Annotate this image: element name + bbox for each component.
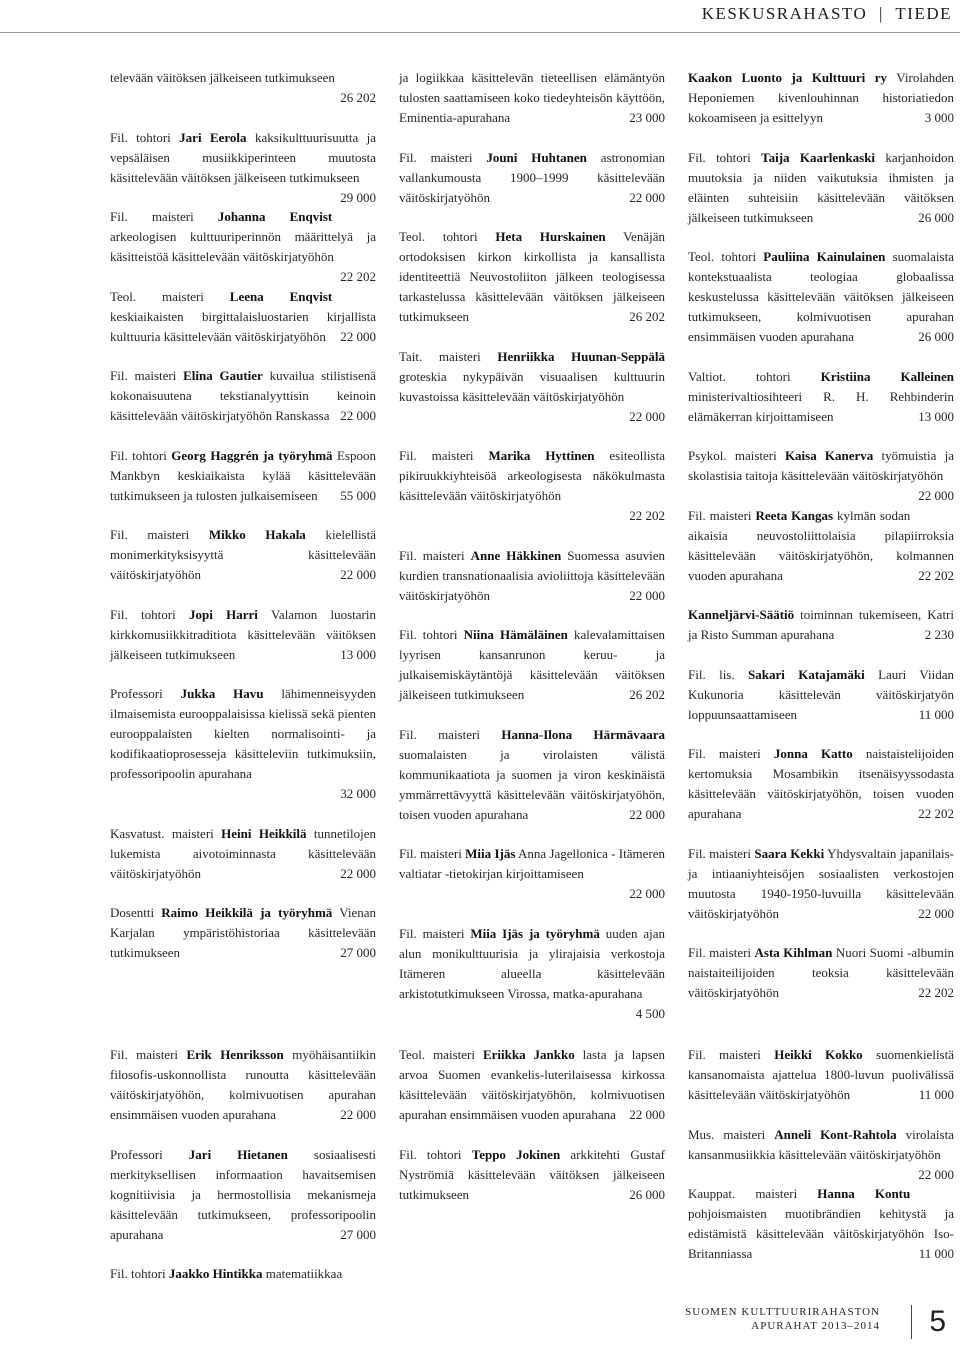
recipient-name: Heini Heikkilä bbox=[221, 825, 307, 841]
grant-column-1-lower bbox=[110, 1045, 376, 1304]
section-separator: | bbox=[879, 4, 884, 23]
grant-description: työmuistia ja skolastisia taitoja käsittelevään väitöskirjatyöhön bbox=[688, 448, 954, 483]
recipient-title: Fil. tohtori bbox=[399, 627, 464, 642]
grant-entry bbox=[688, 148, 954, 228]
recipient-title: Fil. maisteri bbox=[399, 547, 471, 563]
recipient-title: Fil. tohtori bbox=[110, 129, 180, 145]
recipient-title: Fil. maisteri bbox=[688, 746, 774, 761]
grant-column-2-lower bbox=[399, 1045, 665, 1224]
grant-amount: 29 000 bbox=[340, 189, 376, 205]
grant-entry bbox=[688, 68, 954, 128]
grant-amount: 22 000 bbox=[340, 328, 376, 344]
grant-entry bbox=[399, 68, 665, 128]
recipient-name: Niina Hämäläinen bbox=[463, 627, 568, 642]
grant-amount: 22 000 bbox=[918, 1166, 954, 1182]
recipient-name: Kaakon Luonto ja Kulttuuri ry bbox=[688, 70, 888, 85]
recipient-name: Heta Hurskainen bbox=[495, 229, 606, 244]
grant-entry bbox=[110, 446, 376, 506]
grant-entry bbox=[688, 367, 954, 427]
grant-amount: 22 202 bbox=[629, 508, 665, 523]
grant-amount: 11 000 bbox=[918, 706, 954, 722]
grant-amount: 55 000 bbox=[340, 487, 376, 503]
grant-entry bbox=[399, 844, 665, 904]
grant-entry bbox=[399, 924, 665, 1024]
recipient-name: Kaisa Kanerva bbox=[784, 448, 874, 463]
footer-period: APURAHAT 2013–2014 bbox=[751, 1320, 880, 1332]
grant-description: Virolahden Heponiemen kivenlouhinnan historiatiedon kokoamiseen ja esittelyyn bbox=[688, 70, 954, 125]
grant-entry bbox=[688, 1045, 954, 1105]
recipient-name: Marika Hyttinen bbox=[488, 448, 595, 463]
grant-amount: 22 000 bbox=[629, 587, 665, 603]
recipient-title: Fil. lis. bbox=[688, 666, 749, 682]
recipient-name: Jouni Huhtanen bbox=[486, 149, 587, 165]
recipient-name: Raimo Heikkilä ja työryhmä bbox=[161, 905, 333, 920]
grant-description: suomenkielistä kansanomaista ajattelua 1800-luvun puolivälissä käsittelevään väitöskirjatyöhön bbox=[688, 1047, 954, 1102]
page-footer bbox=[685, 1305, 880, 1333]
grant-amount: 22 202 bbox=[918, 567, 954, 583]
grant-amount: 11 000 bbox=[918, 1087, 954, 1102]
recipient-title: Fil. maisteri bbox=[110, 1047, 187, 1062]
grant-amount: 22 000 bbox=[340, 1107, 376, 1122]
recipient-name: Eriikka Jankko bbox=[482, 1047, 575, 1062]
grant-entry bbox=[110, 1145, 376, 1245]
recipient-name: Anne Häkkinen bbox=[470, 547, 562, 563]
recipient-name: Jonna Katto bbox=[773, 746, 853, 761]
recipient-name: Pauliina Kainulainen bbox=[763, 249, 886, 264]
grant-entry bbox=[110, 366, 376, 426]
recipient-title: Tait. maisteri bbox=[399, 348, 498, 364]
recipient-name: Sakari Katajamäki bbox=[748, 666, 865, 682]
grant-description: Venäjän ortodoksisen kirkon kirkollista ja kansallista identiteettiä Neuvostoliiton jälkeen teologisessa tarkastelussa käsittelevään väitöksen jälkeiseen tutkimukseen bbox=[399, 229, 665, 324]
recipient-name: Teppo Jokinen bbox=[471, 1146, 561, 1162]
grant-amount: 4 500 bbox=[635, 1005, 665, 1021]
grant-entry bbox=[399, 1045, 665, 1125]
grant-amount: 2 230 bbox=[924, 627, 954, 642]
grant-description: keskiaikaisten birgittalaisluostarien kirjallista kulttuuria käsittelevään väitöskirjatyöhön bbox=[110, 308, 376, 344]
grant-entry bbox=[399, 1145, 665, 1205]
recipient-title: Mus. maisteri bbox=[688, 1126, 775, 1142]
grant-entry bbox=[688, 446, 954, 503]
grant-amount: 22 000 bbox=[629, 408, 665, 424]
grant-amount: 32 000 bbox=[340, 786, 376, 801]
grant-entry bbox=[110, 68, 376, 108]
grant-amount: 27 000 bbox=[340, 945, 376, 960]
grant-entry bbox=[110, 128, 376, 205]
grant-amount: 22 202 bbox=[340, 269, 376, 284]
grant-entry bbox=[688, 943, 954, 1003]
recipient-title: Kasvatust. maisteri bbox=[110, 825, 222, 841]
grant-entry bbox=[688, 605, 954, 645]
recipient-title: Fil. maisteri bbox=[688, 845, 755, 861]
grant-description: groteskia nykypäivän visuaalisen kulttuurin kuvastoissa käsittelevään väitöskirjatyöhön bbox=[399, 368, 665, 404]
recipient-title: Fil. maisteri bbox=[399, 925, 471, 941]
grant-description: kalevalamittaisen lyyrisen kansanrunon keruu- ja julkaisemiskäytäntöjä käsittelevään väitöksen jälkeiseen tutkimukseen bbox=[399, 627, 665, 702]
grant-description: suomalaista kontekstuaalista teologiaa globaalissa keskustelussa käsittelevään väitöksen jälkeiseen tutkimukseen, kolmivuotisen apurahan ensimmäisen vuoden apurahana bbox=[688, 249, 954, 344]
recipient-name: Miia Ijäs ja työryhmä bbox=[470, 925, 600, 941]
recipient-title: Professori bbox=[110, 1146, 189, 1162]
recipient-name: Kristiina Kalleinen bbox=[820, 368, 954, 384]
recipient-title: Fil. tohtori bbox=[110, 1266, 169, 1281]
recipient-name: Erik Henriksson bbox=[186, 1047, 284, 1062]
grant-description: kylmän sodan aikaisia neuvostoliittolaisia pilapiirroksia käsittelevään väitöskirjatyöhön, kolmannen vuoden apurahana bbox=[688, 507, 954, 583]
recipient-name: Jari Hietanen bbox=[188, 1146, 288, 1162]
recipient-title: Teol. tohtori bbox=[688, 249, 764, 264]
grant-description: Anna Jagellonica - Itämeren valtiatar -tietokirjan kirjoittamiseen bbox=[399, 846, 665, 881]
grant-description: lähimenneisyyden ilmaisemista eurooppalaisissa kielissä sekä pienten eurooppalaisten kielten normalisointi- ja kodifikaatioprosesseja käsitteleviin tutkimuksiin, professoripoolin apurahana bbox=[110, 686, 376, 781]
header-divider bbox=[0, 32, 960, 33]
grant-amount: 22 202 bbox=[918, 806, 954, 821]
footer-publication: SUOMEN KULTTUURIRAHASTON bbox=[685, 1306, 880, 1318]
recipient-title: Fil. tohtori bbox=[110, 447, 172, 463]
grant-description: arkkitehti Gustaf Nyströmiä käsittelevään väitöksen jälkeiseen tutkimukseen bbox=[399, 1146, 665, 1202]
grant-amount: 26 000 bbox=[629, 1186, 665, 1202]
recipient-title: Fil. maisteri bbox=[688, 945, 755, 960]
grant-entry bbox=[688, 1184, 954, 1264]
grant-amount: 22 000 bbox=[629, 189, 665, 205]
grant-entry bbox=[110, 1264, 376, 1284]
recipient-title: Fil. maisteri bbox=[399, 149, 487, 165]
grant-entry bbox=[110, 207, 376, 284]
recipient-name: Hanna-Ilona Härmävaara bbox=[501, 726, 665, 742]
grant-entry bbox=[110, 525, 376, 585]
page-header bbox=[0, 0, 960, 30]
recipient-name: Johanna Enqvist bbox=[217, 209, 333, 224]
grant-description: sosiaalisesti merkityksellisen informaation havaitsemisen kognitiivisia ja hermostollisia mekanismeja käsittelevään tutkimukseen, professoripoolin apurahana bbox=[110, 1146, 376, 1242]
recipient-name: Elina Gautier bbox=[183, 368, 263, 383]
recipient-title: Fil. maisteri bbox=[399, 448, 489, 463]
grant-amount: 22 000 bbox=[918, 905, 954, 921]
grant-description: suomalaisten ja virolaisten välistä kommunikaatiota ja suomen ja viron keskinäistä ymmärrettävyyttä käsittelevään väitöskirjatyöhön, toisen vuoden apurahana bbox=[399, 746, 665, 822]
grant-description: televään väitöksen jälkeiseen tutkimukseen bbox=[110, 70, 335, 85]
grant-amount: 23 000 bbox=[629, 110, 665, 125]
grant-amount: 22 000 bbox=[629, 886, 665, 901]
grant-entry bbox=[399, 625, 665, 705]
grant-amount: 26 202 bbox=[629, 309, 665, 324]
grant-description: ministerivaltiosihteeri R. H. Rehbinderin elämäkerran kirjoittamiseen bbox=[688, 388, 954, 424]
recipient-name: Miia Ijäs bbox=[465, 846, 516, 861]
grant-entry bbox=[110, 605, 376, 665]
recipient-title: Professori bbox=[110, 686, 181, 701]
grant-amount: 11 000 bbox=[918, 1246, 954, 1261]
recipient-title: Fil. tohtori bbox=[688, 149, 762, 165]
grant-description: Espoon Mankbyn keskiaikaista kylää käsittelevään tutkimukseen ja tulosten julkaisemiseen bbox=[110, 447, 376, 503]
recipient-title: Fil. maisteri bbox=[399, 846, 466, 861]
footer-divider bbox=[911, 1305, 912, 1339]
subsection-name: TIEDE bbox=[895, 4, 952, 23]
grant-entry bbox=[688, 665, 954, 725]
grant-entry bbox=[110, 684, 376, 804]
recipient-name: Jari Eerola bbox=[179, 129, 247, 145]
grant-entry bbox=[688, 744, 954, 824]
grant-description: ja logiikkaa käsittelevän tieteellisen elämäntyön tulosten saattamiseen koko tiedeyhteisön käyttöön, Eminentia-apurahana bbox=[399, 70, 665, 125]
recipient-title: Fil. maisteri bbox=[688, 1047, 775, 1062]
grant-description: tunnetilojen lukemista aivotoiminnasta käsittelevään väitöskirjatyöhön bbox=[110, 825, 376, 881]
grant-description: kuvailua stilistisenä kokonaisuutena tekstianalyyttisin keinoin käsittelevään väitöskirjatyöhön Ranskassa bbox=[110, 368, 376, 423]
grant-amount: 3 000 bbox=[924, 110, 954, 125]
recipient-name: Saara Kekki bbox=[754, 845, 825, 861]
grant-description: matematiikkaa bbox=[262, 1266, 343, 1281]
grant-description: naistaistelijoiden kertomuksia Mosambikin itsenäisyyssodasta käsittelevään väitöskirjatyöhön, toisen vuoden apurahana bbox=[688, 746, 954, 821]
grant-entry bbox=[688, 844, 954, 924]
recipient-name: Reeta Kangas bbox=[755, 507, 834, 523]
grant-entry bbox=[688, 506, 954, 586]
recipient-name: Taija Kaarlenkaski bbox=[761, 149, 876, 165]
grant-entry bbox=[110, 1045, 376, 1125]
grant-description: uuden ajan alun monikulttuurisia ja ylirajaisia verkostoja Itämeren alueella käsittelevään arkistotutkimukseen Virossa, matka-apurahana bbox=[399, 925, 665, 1001]
recipient-name: Jaakko Hintikka bbox=[168, 1266, 263, 1281]
grant-amount: 22 000 bbox=[918, 488, 954, 503]
recipient-title: Dosentti bbox=[110, 905, 162, 920]
grant-amount: 22 000 bbox=[629, 806, 665, 822]
grant-description: virolaista kansanmusiikkia käsittelevään väitöskirjatyöhön bbox=[688, 1126, 954, 1162]
grant-amount: 27 000 bbox=[340, 1226, 376, 1242]
grant-description: pohjoismaisten muotibrändien kehitystä ja edistämistä käsittelevään väitöskirjatyöhön Iso-Britanniassa bbox=[688, 1206, 954, 1261]
grant-amount: 26 000 bbox=[918, 329, 954, 344]
grant-entry bbox=[399, 148, 665, 208]
recipient-name: Leena Enqvist bbox=[229, 288, 333, 304]
grant-description: toiminnan tukemiseen, Katri ja Risto Summan apurahana bbox=[688, 607, 954, 642]
recipient-title: Fil. tohtori bbox=[110, 606, 189, 622]
grant-amount: 22 202 bbox=[918, 985, 954, 1000]
grant-description: arkeologisen kulttuuriperinnön määrittelyä ja käsitteistöä käsittelevään väitöskirjatyöhön bbox=[110, 229, 376, 264]
recipient-name: Mikko Hakala bbox=[208, 527, 306, 542]
grant-entry bbox=[399, 446, 665, 526]
grant-column-1 bbox=[110, 68, 376, 983]
recipient-name: Heikki Kokko bbox=[774, 1047, 863, 1062]
grant-entry bbox=[399, 347, 665, 427]
grant-description: kielellistä monimerkityksisyyttä käsittelevään väitöskirjatyöhön bbox=[110, 527, 376, 582]
recipient-name: Jopi Harri bbox=[188, 606, 258, 622]
grant-entry bbox=[110, 824, 376, 884]
grant-description: astronomian vallankumousta 1900–1999 käsittelevään väitöskirjatyöhön bbox=[399, 149, 665, 205]
recipient-name: Anneli Kont-Rahtola bbox=[774, 1126, 897, 1142]
recipient-title: Teol. tohtori bbox=[399, 229, 496, 244]
grant-entry bbox=[688, 1125, 954, 1182]
recipient-name: Asta Kihlman bbox=[754, 945, 833, 960]
grant-amount: 13 000 bbox=[340, 646, 376, 662]
recipient-name: Jukka Havu bbox=[180, 686, 264, 701]
grant-entry bbox=[688, 247, 954, 347]
recipient-name: Henriikka Huunan-Seppälä bbox=[497, 348, 666, 364]
grant-entry bbox=[110, 903, 376, 963]
recipient-title: Psykol. maisteri bbox=[688, 448, 785, 463]
recipient-name: Hanna Kontu bbox=[817, 1186, 911, 1201]
grant-column-2 bbox=[399, 68, 665, 1043]
grant-amount: 26 202 bbox=[629, 687, 665, 702]
grant-amount: 13 000 bbox=[918, 408, 954, 424]
grant-description: karjanhoidon muutoksia ja niiden vaikutuksia ihmisten ja eläinten suhteisiin käsittelevään väitöksen jälkeiseen tutkimukseen bbox=[688, 149, 955, 225]
recipient-title: Fil. maisteri bbox=[399, 726, 502, 742]
recipient-title: Fil. maisteri bbox=[688, 507, 756, 523]
grant-amount: 22 000 bbox=[340, 567, 376, 582]
grant-description: Vienan Karjalan ympäristöhistoriaa käsittelevään tutkimukseen bbox=[110, 905, 376, 960]
recipient-name: Georg Haggrén ja työryhmä bbox=[171, 447, 333, 463]
section-heading bbox=[702, 4, 952, 24]
grant-entry bbox=[399, 725, 665, 825]
recipient-title: Teol. maisteri bbox=[110, 288, 230, 304]
grant-description: kaksikulttuurisuutta ja vepsäläisen musiikkiperinteen muutosta käsittelevään väitöksen jälkeiseen tutkimukseen bbox=[110, 129, 376, 185]
grant-description: Suomessa asuvien kurdien transnationaalisia avioliittoja käsittelevään väitöskirjatyöhön bbox=[399, 547, 665, 603]
recipient-name: Kanneljärvi-Säätiö bbox=[688, 607, 795, 622]
grant-amount: 22 000 bbox=[340, 408, 376, 423]
grant-description: Valamon luostarin kirkkomusiikkitraditiota käsittelevään väitöksen jälkeiseen tutkimukseen bbox=[110, 606, 376, 662]
grant-entry bbox=[399, 227, 665, 327]
grant-description: esiteollista pikiruukkiyhteisöä arkeologisesta näkökulmasta käsittelevään väitöskirjatyöhön bbox=[399, 448, 665, 503]
recipient-title: Fil. maisteri bbox=[110, 209, 218, 224]
grant-description: myöhäisantiikin filosofis-uskonnollista runoutta käsittelevään väitöskirjatyöhön, kolmivuotisen apurahan ensimmäisen vuoden apurahana bbox=[110, 1047, 376, 1122]
grant-amount: 26 000 bbox=[918, 209, 954, 225]
grant-column-3 bbox=[688, 68, 954, 1023]
recipient-title: Kauppat. maisteri bbox=[688, 1186, 818, 1201]
grant-amount: 22 000 bbox=[340, 865, 376, 881]
grant-entry bbox=[399, 546, 665, 606]
grant-description: Lauri Viidan Kukunoria käsittelevän väitöskirjatyön loppuunsaattamiseen bbox=[688, 666, 954, 722]
grant-description: Yhdysvaltain japanilais- ja intiaaniyhteisöjen sosiaalisten verkostojen muutosta 1940-1950-luvuilla käsittelevään väitöskirjatyöhön bbox=[688, 845, 954, 921]
grant-amount: 26 202 bbox=[340, 90, 376, 105]
recipient-title: Fil. maisteri bbox=[110, 368, 184, 383]
grant-description: Nuori Suomi -albumin naistaiteilijoiden teoksia käsittelevään väitöskirjatyöhön bbox=[688, 945, 954, 1000]
page-number: 5 bbox=[929, 1305, 946, 1338]
grant-column-3-lower bbox=[688, 1045, 954, 1284]
recipient-title: Teol. maisteri bbox=[399, 1047, 483, 1062]
section-name: KESKUSRAHASTO bbox=[701, 4, 868, 23]
grant-amount: 22 000 bbox=[629, 1107, 665, 1122]
recipient-title: Fil. maisteri bbox=[110, 527, 209, 542]
grant-description: lasta ja lapsen arvoa Suomen evankelis-luterilaisessa kirkossa käsittelevään väitöskirjatyöhön, kolmivuotisen apurahan ensimmäisen vuoden apurahana bbox=[399, 1047, 665, 1122]
recipient-title: Fil. tohtori bbox=[399, 1146, 472, 1162]
grant-entry bbox=[110, 287, 376, 347]
recipient-title: Valtiot. tohtori bbox=[688, 368, 821, 384]
